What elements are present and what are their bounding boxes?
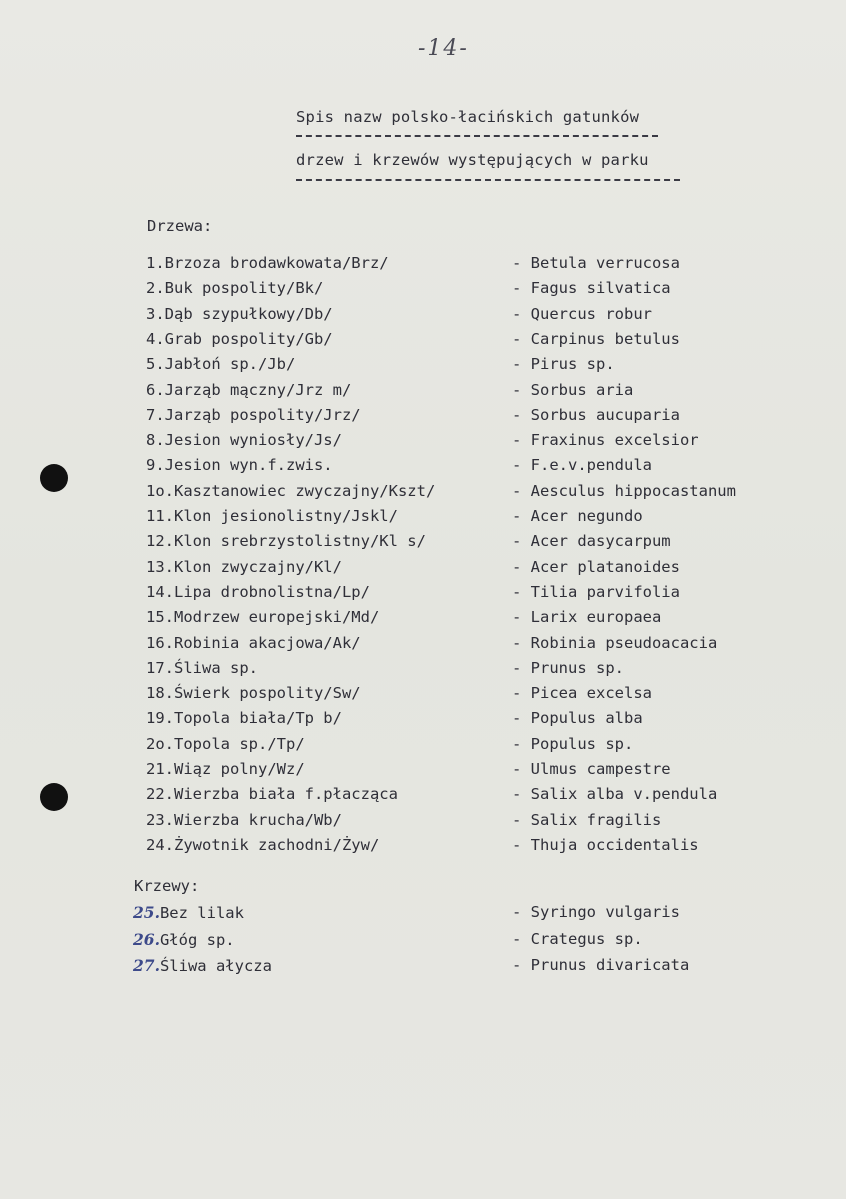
latin-name: - Prunus sp. [512,658,624,677]
latin-name: - Fagus silvatica [512,279,671,298]
polish-name [146,785,398,803]
latin-name: - Fraxinus excelsior [512,431,699,450]
polish-name [146,381,351,399]
page-number: -14- [418,36,469,61]
polish-name [146,355,295,373]
tree-entry [0,760,846,784]
punch-hole [40,464,68,492]
latin-name: - Acer negundo [512,507,643,525]
latin-name: - Carpinus betulus [512,329,680,348]
entry-polish-text: Żywotnik zachodni/Żyw/ [174,835,380,854]
entry-number: 5. [146,355,165,374]
tree-entry [0,431,846,455]
polish-name [146,684,361,702]
entry-polish-text: Topola sp./Tp/ [174,734,305,753]
entry-polish-text: Głóg sp. [159,930,235,949]
latin-name: - Pirus sp. [512,355,615,374]
tree-entry [0,836,846,860]
entry-polish-text: Klon srebrzystolistny/Kl s/ [174,532,426,551]
latin-name: - Populus sp. [512,734,634,753]
entry-polish-text: Jesion wyn.f.zwis. [164,456,333,475]
polish-name [133,956,272,975]
title-line-2: drzew i krzewów występujących w parku [296,151,649,169]
entry-number: 24. [146,835,174,854]
entry-polish-text: Brzoza brodawkowata/Brz/ [164,254,389,272]
entry-polish-text: Modrzew europejski/Md/ [174,608,380,627]
polish-name [146,634,361,652]
shrub-entry [0,930,846,954]
entry-number: 23. [146,810,174,829]
shrub-entry [0,956,846,980]
polish-name [133,903,244,922]
polish-name [146,836,379,854]
entry-number: 2. [146,279,165,298]
entry-number: 16. [146,633,174,652]
trees-section-label: Drzewa: [147,217,213,235]
latin-name: - Larix europaea [512,608,662,627]
tree-entry [0,305,846,329]
entry-polish-text: Jarząb mączny/Jrz m/ [164,380,352,399]
entry-polish-text: Topola biała/Tp b/ [174,709,342,728]
entry-polish-text: Buk pospolity/Bk/ [164,279,324,298]
latin-name: - Tilia parvifolia [512,582,680,601]
latin-name: - Acer platanoides [512,557,680,576]
entry-number: 25. [133,903,160,922]
polish-name [146,583,370,601]
tree-entry [0,254,846,278]
latin-name: - Sorbus aucuparia [512,405,680,424]
entry-number: 26. [133,929,160,949]
polish-name [133,930,235,949]
tree-entry [0,785,846,809]
entry-number: 2o. [146,734,174,753]
latin-name: - Robinia pseudoacacia [512,633,718,652]
entry-polish-text: Świerk pospolity/Sw/ [174,684,361,703]
latin-name: - Populus alba [512,709,643,728]
latin-name: - Quercus robur [512,304,652,323]
tree-entry [0,355,846,379]
entry-polish-text: Bez lilak [159,904,244,922]
entry-polish-text: Wierzba biała f.płacząca [174,785,398,804]
entry-number: 21. [146,760,174,778]
latin-name: - Sorbus aria [512,380,634,399]
shrub-entry [0,903,846,927]
entry-number: 1o. [146,481,174,500]
polish-name [146,760,305,778]
entry-polish-text: Lipa drobnolistna/Lp/ [174,582,370,601]
tree-entry [0,558,846,582]
latin-name: - Salix fragilis [512,810,662,829]
entry-number: 7. [146,405,165,424]
latin-name: - Betula verrucosa [512,254,680,272]
tree-entry [0,608,846,632]
polish-name [146,608,379,626]
entry-number: 9. [146,456,165,475]
tree-entry [0,406,846,430]
entry-number: 8. [146,431,165,450]
polish-name [146,482,435,500]
entry-number: 13. [146,557,174,576]
polish-name [146,305,333,323]
title-underline-1 [296,135,658,137]
shrubs-section-label: Krzewy: [134,877,200,895]
entry-polish-text: Robinia akacjowa/Ak/ [174,633,361,652]
latin-name: - Picea excelsa [512,684,652,703]
latin-name: - Prunus divaricata [512,956,690,974]
polish-name [146,456,333,474]
tree-entry [0,684,846,708]
entry-polish-text: Śliwa ałycza [159,957,272,975]
entry-number: 1. [146,254,165,272]
entry-polish-text: Jesion wyniosły/Js/ [164,431,342,450]
tree-entry [0,482,846,506]
latin-name: - Syringo vulgaris [512,903,680,921]
latin-name: - Thuja occidentalis [512,835,699,854]
tree-entry [0,456,846,480]
entry-polish-text: Śliwa sp. [174,658,258,677]
tree-entry [0,811,846,835]
entry-number: 3. [146,304,165,323]
polish-name [146,659,258,677]
entry-polish-text: Kasztanowiec zwyczajny/Kszt/ [174,481,436,500]
entry-number: 18. [146,684,174,703]
tree-entry [0,381,846,405]
entry-polish-text: Klon zwyczajny/Kl/ [174,557,342,576]
entry-number: 4. [146,329,165,348]
entry-polish-text: Wiąz polny/Wz/ [174,760,305,778]
entry-number: 17. [146,658,174,677]
entry-number: 22. [146,785,174,804]
tree-entry [0,634,846,658]
entry-number: 27. [133,956,160,975]
polish-name [146,279,323,297]
latin-name: - Aesculus hippocastanum [512,481,736,500]
polish-name [146,507,398,525]
polish-name [146,558,342,576]
title-line-1: Spis nazw polsko-łacińskich gatunków [296,108,640,126]
tree-entry [0,507,846,531]
tree-entry [0,709,846,733]
entry-polish-text: Klon jesionolistny/Jskl/ [174,507,398,525]
entry-number: 6. [146,380,165,399]
tree-entry [0,279,846,303]
entry-polish-text: Jabłoń sp./Jb/ [164,355,296,374]
tree-entry [0,735,846,759]
entry-polish-text: Jarząb pospolity/Jrz/ [164,405,361,424]
latin-name: - Acer dasycarpum [512,532,671,551]
latin-name: - Salix alba v.pendula [512,785,718,804]
entry-polish-text: Dąb szypułkowy/Db/ [164,304,333,323]
polish-name [146,735,305,753]
tree-entry [0,659,846,683]
polish-name [146,254,389,272]
entry-number: 19. [146,709,174,728]
entry-number: 15. [146,608,174,627]
polish-name [146,811,342,829]
latin-name: - Ulmus campestre [512,760,671,778]
tree-entry [0,330,846,354]
entry-polish-text: Grab pospolity/Gb/ [164,329,333,348]
latin-name: - Crategus sp. [512,929,643,948]
tree-entry [0,532,846,556]
tree-entry [0,583,846,607]
entry-number: 14. [146,582,174,601]
polish-name [146,406,361,424]
punch-hole [40,783,68,811]
polish-name [146,431,342,449]
polish-name [146,709,342,727]
polish-name [146,532,426,550]
polish-name [146,330,333,348]
entry-number: 11. [146,507,174,525]
latin-name: - F.e.v.pendula [512,456,652,475]
entry-number: 12. [146,532,174,551]
entry-polish-text: Wierzba krucha/Wb/ [174,810,342,829]
title-underline-2 [296,179,680,181]
